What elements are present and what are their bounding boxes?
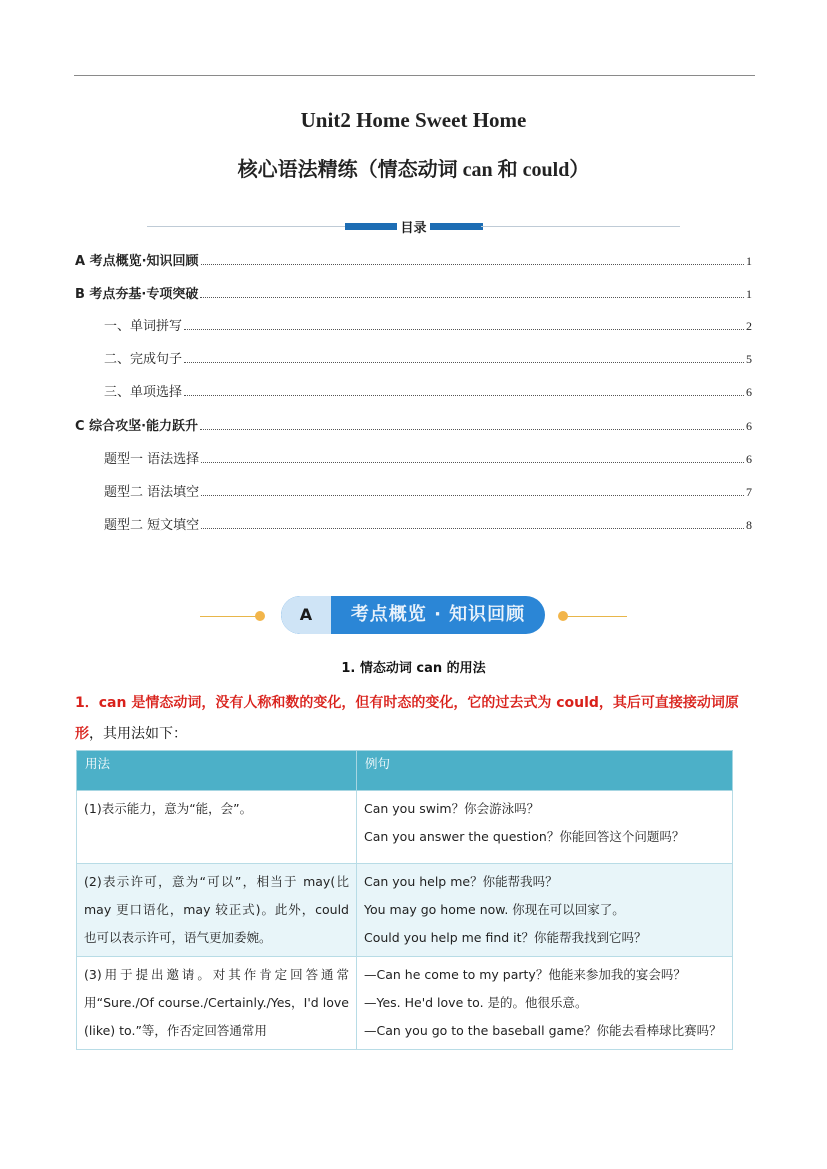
toc-entry-page: 5 <box>746 352 752 366</box>
section-a-banner <box>0 596 827 636</box>
toc-entry-page: 6 <box>746 419 752 433</box>
toc-entry-text: 题型二 语法填空 <box>104 485 200 500</box>
document-subtitle: 核心语法精练（情态动词 can 和 could） <box>237 159 590 181</box>
grammar-rule-tail: ，其用法如下： <box>89 726 187 742</box>
header-rule <box>74 75 755 76</box>
toc-entry[interactable] <box>75 284 752 302</box>
toc-entry[interactable] <box>75 416 752 434</box>
usage-cell: (3)用于提出邀请。对其作肯定回答通常用“Sure./Of course./Certainly./Yes，I'd love (like) to.”等，作否定回答通常用 <box>77 957 357 1050</box>
toc-entry-page: 2 <box>746 319 752 333</box>
toc-entry-text: B 考点夯基·专项突破 <box>75 287 199 302</box>
toc-entry[interactable] <box>104 515 752 533</box>
toc-entry-text: 二、完成句子 <box>104 352 183 367</box>
banner-line-left <box>200 616 260 617</box>
toc-entry-text: 三、单项选择 <box>104 385 183 400</box>
toc-entry-text: 一、单词拼写 <box>104 319 183 334</box>
toc-entry[interactable] <box>104 316 752 334</box>
toc-entry-page: 7 <box>746 485 752 499</box>
document-title: Unit2 Home Sweet Home <box>300 108 527 132</box>
grammar-rule-highlight: 1．can 是情态动词，没有人称和数的变化，但有时态的变化，它的过去式为 could，其后可直接接动词原形 <box>75 695 739 742</box>
table-row <box>77 957 733 1050</box>
toc-entry-text: 题型二 短文填空 <box>104 518 200 533</box>
example-sentence: —Yes. He'd love to. 是的。他很乐意。 <box>364 995 588 1010</box>
example-sentence: Can you answer the question？你能回答这个问题吗？ <box>364 829 685 844</box>
toc-entry[interactable] <box>104 382 752 400</box>
toc-entry-page: 6 <box>746 452 752 466</box>
table-row <box>77 791 733 864</box>
example-sentence: Could you help me find it？你能帮我找到它吗？ <box>364 930 647 945</box>
toc-header <box>147 218 680 234</box>
section-letter: A <box>299 605 313 624</box>
grammar-rule <box>75 688 757 750</box>
banner-pill <box>281 596 545 634</box>
banner-line-right <box>567 616 627 617</box>
toc-entry-text: 题型一 语法选择 <box>104 452 200 467</box>
examples-cell <box>357 957 733 1050</box>
example-sentence: —Can you go to the baseball game？你能去看棒球比赛吗？ <box>364 1023 722 1038</box>
topic-heading: 1. 情态动词 can 的用法 <box>341 661 486 676</box>
usage-cell: (2)表示许可，意为“可以”，相当于 may(比 may 更口语化，may 较正式)。此外，could 也可以表示许可，语气更加委婉。 <box>77 864 357 957</box>
table-header-row <box>77 751 733 791</box>
example-sentence: Can you swim？你会游泳吗？ <box>364 801 540 816</box>
toc-entry-page: 6 <box>746 385 752 399</box>
toc-entry[interactable] <box>75 251 752 269</box>
examples-cell <box>357 791 733 864</box>
toc-entry[interactable] <box>104 449 752 467</box>
table-row <box>77 864 733 957</box>
examples-cell <box>357 864 733 957</box>
header-usage: 用法 <box>77 751 357 791</box>
toc-entry[interactable] <box>104 482 752 500</box>
header-examples: 例句 <box>357 751 733 791</box>
toc-entry[interactable] <box>104 349 752 367</box>
example-sentence: —Can he come to my party？他能来参加我的宴会吗？ <box>364 967 686 982</box>
banner-dot-left <box>255 611 265 621</box>
example-sentence: You may go home now. 你现在可以回家了。 <box>364 902 625 917</box>
toc-entry-text: A 考点概览·知识回顾 <box>75 254 199 269</box>
banner-dot-right <box>558 611 568 621</box>
usage-table <box>76 750 733 1050</box>
toc-entry-text: C 综合攻坚·能力跃升 <box>75 419 199 434</box>
toc-entry-page: 1 <box>746 254 752 268</box>
usage-cell: (1)表示能力，意为“能，会”。 <box>77 791 357 864</box>
toc-label: 目录 <box>397 221 429 236</box>
section-title: 考点概览 · 知识回顾 <box>350 604 526 625</box>
toc-entry-page: 8 <box>746 518 752 532</box>
toc-entry-page: 1 <box>746 287 752 301</box>
example-sentence: Can you help me？你能帮我吗？ <box>364 874 558 889</box>
